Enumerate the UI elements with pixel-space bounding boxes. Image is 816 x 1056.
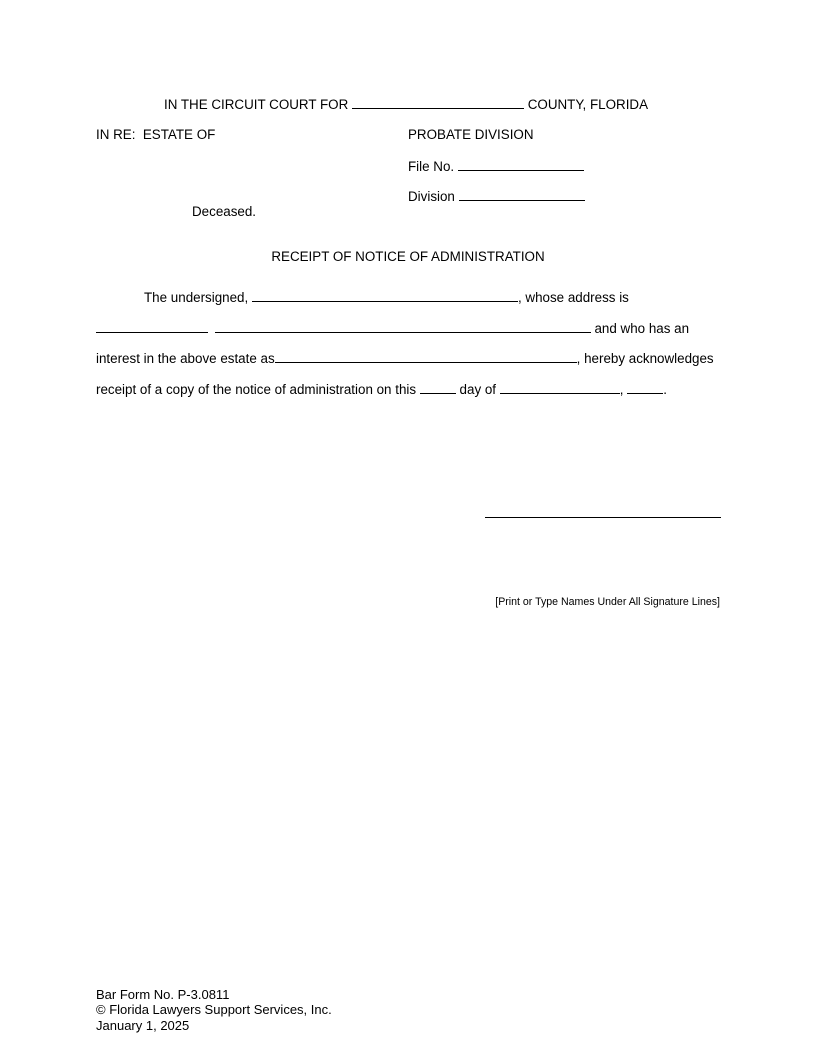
body-line-4 <box>96 381 667 398</box>
receipt-text: receipt of a copy of the notice of administration on this <box>96 382 417 397</box>
county-blank[interactable] <box>352 96 524 109</box>
interest-blank[interactable] <box>275 350 577 363</box>
period-text: . <box>663 382 667 397</box>
form-date: January 1, 2025 <box>96 1018 190 1033</box>
signature-line[interactable] <box>485 517 721 518</box>
year-blank[interactable] <box>627 381 663 394</box>
address-blank-1[interactable] <box>96 320 208 333</box>
body-line-1 <box>144 289 629 306</box>
division-row <box>408 188 585 205</box>
court-header <box>164 96 648 113</box>
court-prefix: IN THE CIRCUIT COURT FOR <box>164 97 349 112</box>
court-suffix: COUNTY, FLORIDA <box>527 97 649 112</box>
name-blank[interactable] <box>252 289 518 302</box>
file-no-label: File No. <box>408 159 455 174</box>
body-line-2 <box>96 320 689 337</box>
file-no-blank[interactable] <box>458 158 584 171</box>
estate-text: interest in the above estate as <box>96 351 275 366</box>
address-text: , whose address is <box>517 290 629 305</box>
comma-text: , <box>619 382 624 397</box>
division-label: Division <box>408 189 455 204</box>
day-of-text: day of <box>459 382 497 397</box>
document-title: RECEIPT OF NOTICE OF ADMINISTRATION <box>271 249 545 264</box>
month-blank[interactable] <box>500 381 620 394</box>
copyright: © Florida Lawyers Support Services, Inc. <box>96 1002 332 1017</box>
interest-text: and who has an <box>594 321 690 336</box>
in-re-label: IN RE: ESTATE OF <box>96 127 216 142</box>
undersigned-text: The undersigned, <box>144 290 249 305</box>
probate-division-label: PROBATE DIVISION <box>408 127 534 142</box>
division-blank[interactable] <box>459 188 585 201</box>
signature-note: [Print or Type Names Under All Signature Lines] <box>495 596 720 608</box>
deceased-label: Deceased. <box>192 204 257 219</box>
address-blank-2[interactable] <box>215 320 591 333</box>
body-line-3 <box>96 350 714 367</box>
file-no-row <box>408 158 584 175</box>
form-number: Bar Form No. P-3.0811 <box>96 987 230 1002</box>
day-blank[interactable] <box>420 381 456 394</box>
acknowledges-text: , hereby acknowledges <box>576 351 714 366</box>
